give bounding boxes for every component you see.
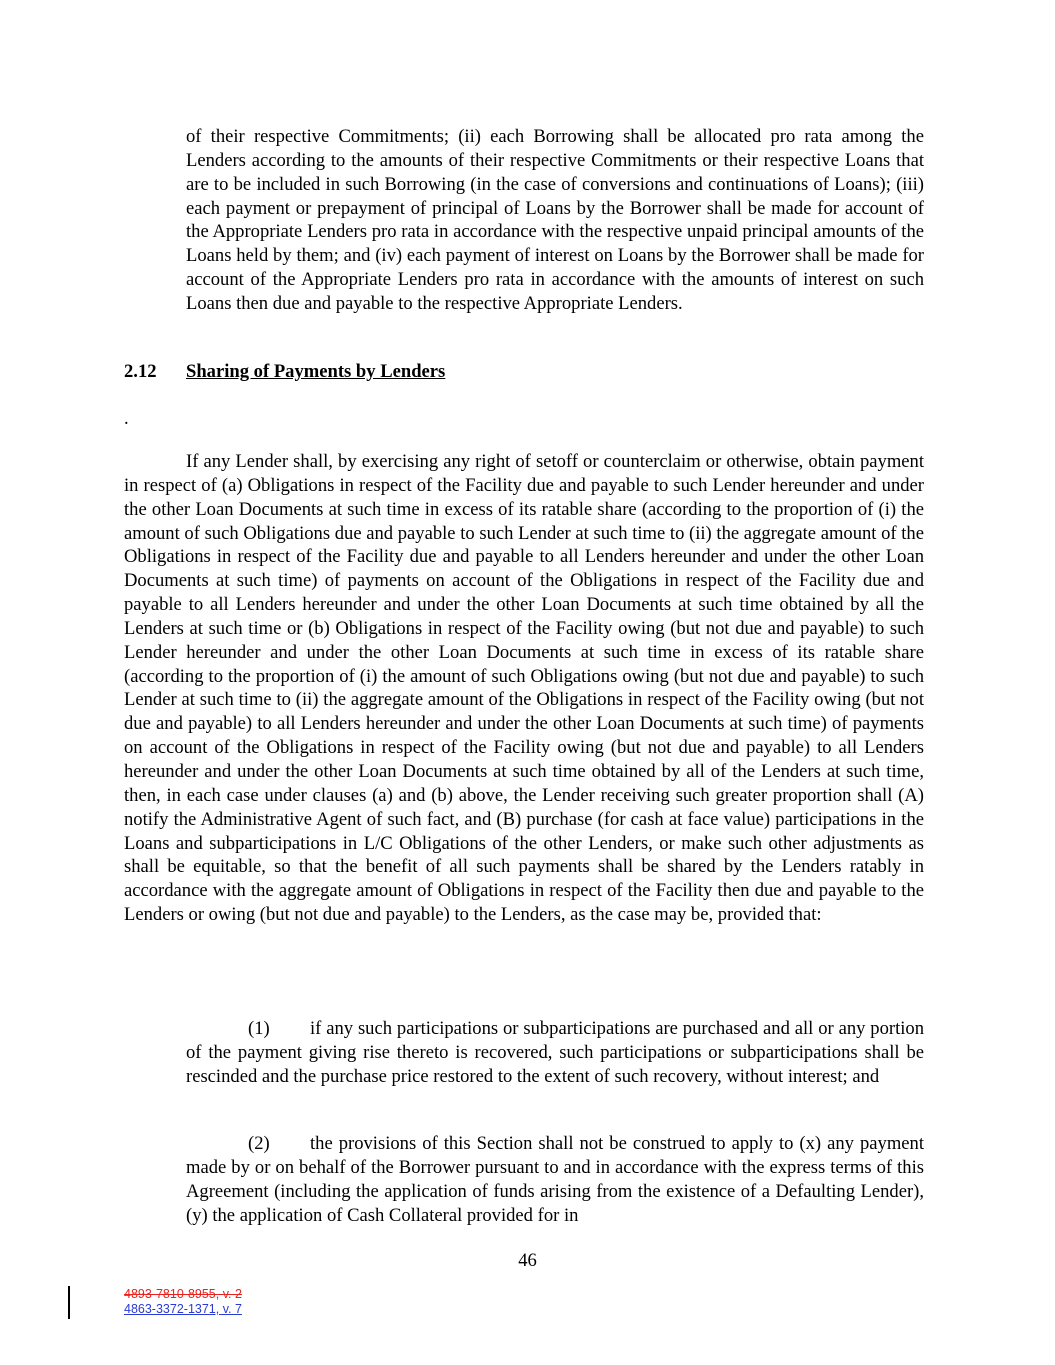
deleted-doc-id: 4893-7810-8955, v. 2 bbox=[124, 1287, 242, 1301]
list-item-number: (1) bbox=[248, 1018, 270, 1039]
list-item-text: the provisions of this Section shall not be construed to apply to (x) any payment made by or on behalf of the Borrower pursuant to and in accordance with the express terms of this Agreement (including the application of funds arising from the existence of a Defaulting Lender), (y) the application of Cash Collateral provided for in bbox=[186, 1133, 924, 1226]
list-item-number: (2) bbox=[248, 1133, 270, 1154]
inserted-doc-id: 4863-3372-1371, v. 7 bbox=[124, 1302, 242, 1316]
list-item bbox=[186, 1132, 924, 1227]
list-item-text: if any such participations or subparticipations are purchased and all or any portion of the payment giving rise thereto is recovered, such participations or subparticipations shall be rescinded and the purchase price restored to the extent of such recovery, without interest; and bbox=[186, 1018, 924, 1087]
section-title: Sharing of Payments by Lenders bbox=[186, 361, 446, 382]
change-bar bbox=[68, 1286, 70, 1319]
stray-period: . bbox=[124, 408, 129, 429]
continuation-paragraph: of their respective Commitments; (ii) each Borrowing shall be allocated pro rata among the Lenders according to the amounts of their respective Commitments or their respective Loans that are to be included in such Borrowing (in the case of conversions and continuations of Loans); (iii) each payment or prepayment of principal of Loans by the Borrower shall be made for account of the Appropriate Lenders pro rata in accordance with the respective unpaid principal amounts of the Loans held by them; and (iv) each payment of interest on Loans by the Borrower shall be made for account of the Appropriate Lenders pro rata in accordance with the amounts of interest on such Loans then due and payable to the respective Appropriate Lenders. bbox=[186, 126, 924, 314]
section-heading bbox=[124, 360, 445, 384]
section-number: 2.12 bbox=[124, 361, 157, 382]
page-number: 46 bbox=[518, 1250, 537, 1271]
document-identifiers bbox=[124, 1287, 242, 1317]
list-item bbox=[186, 1017, 924, 1089]
main-paragraph: If any Lender shall, by exercising any right of setoff or counterclaim or otherwise, obtain payment in respect of (a) Obligations in respect of the Facility due and payable to such Lender hereunder and under the other Loan Documents at such time in excess of its ratable share (according to the proportion of (i) the amount of such Obligations due and payable to such Lender at such time to (ii) the aggregate amount of the Obligations in respect of the Facility due and payable to all Lenders hereunder and under the other Loan Documents at such time) of payments on account of the Obligations in respect of the Facility due and payable to all Lenders hereunder and under the other Loan Documents at such time obtained by all the Lenders at such time or (b) Obligations in respect of the Facility owing (but not due and payable) to such Lender hereunder and under the other Loan Documents at such time in excess of its ratable share (according to the proportion of (i) the amount of such Obligations owing (but not due and payable) to such Lender at such time to (ii) the aggregate amount of the Obligations in respect of the Facility owing (but not due and payable) to all Lenders hereunder and under the other Loan Documents at such time) of payments on account of the Obligations in respect of the Facility owing (but not due and payable) to all Lenders hereunder and under the other Loan Documents at such time obtained by all of the Lenders at such time, then, in each case under clauses (a) and (b) above, the Lender receiving such greater proportion shall (A) notify the Administrative Agent of such fact, and (B) purchase (for cash at face value) participations in the Loans and subparticipations in L/C Obligations of the other Lenders, or make such other adjustments as shall be equitable, so that the benefit of all such payments shall be shared by the Lenders ratably in accordance with the aggregate amount of Obligations in respect of the Facility then due and payable to the Lenders or owing (but not due and payable) to the Lenders, as the case may be, provided that: bbox=[124, 451, 924, 926]
